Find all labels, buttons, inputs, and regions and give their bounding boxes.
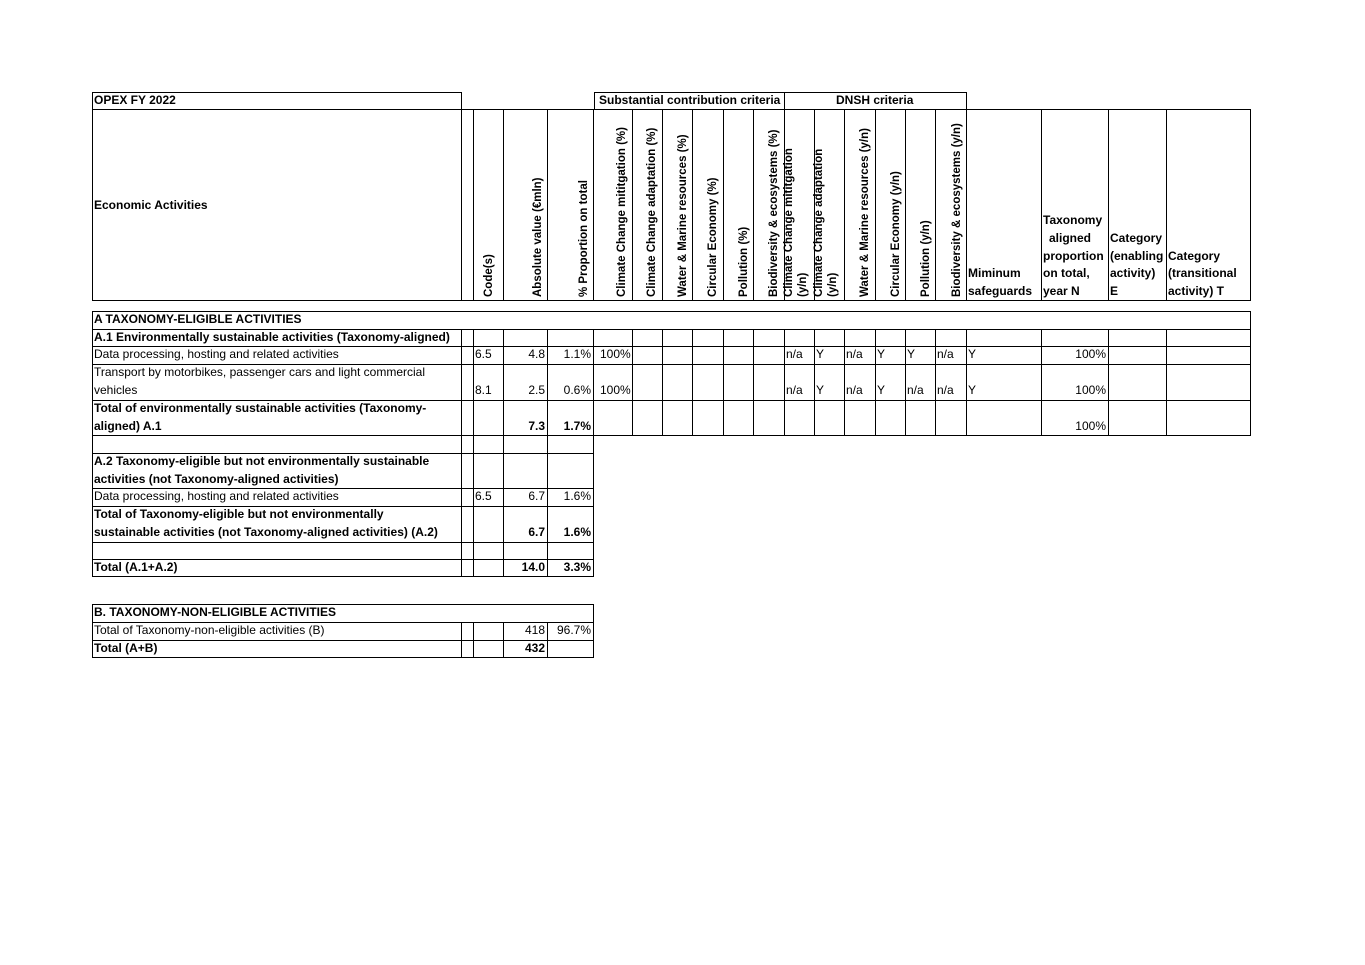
- dnsh-circular-header: Circular Economy (y/n): [890, 171, 902, 297]
- section-b-row-label: Total of Taxonomy-non-eligible activities (B): [94, 623, 325, 637]
- taxonomy-header-1: Taxonomy: [1043, 213, 1103, 227]
- taxonomy-header-5: year N: [1043, 284, 1080, 298]
- row-code: 6.5: [475, 489, 492, 503]
- row-dnsh-pollution: Y: [907, 347, 916, 361]
- row-dnsh-bio: n/a: [937, 383, 954, 397]
- row-dnsh-water: n/a: [846, 383, 863, 397]
- economic-activities-header: Economic Activities: [94, 198, 208, 212]
- a2-total-label-1: Total of Taxonomy-eligible but not environmentally: [94, 507, 384, 521]
- taxonomy-header-4: on total,: [1043, 266, 1090, 280]
- row-minimum: Y: [968, 347, 977, 361]
- a1-total-proportion: 1.7%: [563, 419, 591, 433]
- row-proportion: 1.1%: [563, 347, 591, 361]
- substantial-group-label: Substantial contribution criteria: [599, 93, 781, 107]
- row-code: 6.5: [475, 347, 492, 361]
- dnsh-group-label: DNSH criteria: [836, 93, 914, 107]
- a1-title: A.1 Environmentally sustainable activities (Taxonomy-aligned): [94, 330, 450, 344]
- section-b-row-value: 418: [524, 623, 545, 637]
- transitional-header-1: Category: [1168, 249, 1221, 263]
- a2-total-proportion: 1.6%: [563, 525, 591, 539]
- dnsh-ccm-header-1: Climate Change mititgation: [783, 148, 795, 297]
- transitional-header-2: (transitional: [1168, 266, 1237, 280]
- a2-total-label-2: sustainable activities (not Taxonomy-aligned activities) (A.2): [94, 525, 438, 539]
- a2-title-2: activities (not Taxonomy-aligned activities): [94, 472, 339, 486]
- sc-cca-header: Climate Change adaptation (%): [646, 127, 658, 297]
- total-ab-value: 432: [524, 641, 545, 655]
- row-sc-ccm: 100%: [600, 347, 631, 361]
- dnsh-water-header: Water & Marine resources (y/n): [859, 128, 871, 297]
- table-row-name-line-2: vehicles: [94, 383, 138, 397]
- table-row-name-line-1: Transport by motorbikes, passenger cars and light commercial: [94, 365, 426, 379]
- dnsh-bio-header: Biodiversity & ecosystems (y/n): [951, 123, 963, 297]
- taxonomy-header-3: proportion: [1043, 249, 1104, 263]
- row-dnsh-cca: Y: [816, 347, 825, 361]
- sc-ccm-header: Climate Change mititgation (%): [616, 127, 628, 297]
- code-header: Code(s): [483, 254, 495, 297]
- section-b-title: B. TAXONOMY-NON-ELIGIBLE ACTIVITIES: [94, 605, 337, 619]
- row-dnsh-pollution: n/a: [907, 383, 924, 397]
- proportion-header: % Proportion on total: [578, 180, 590, 297]
- dnsh-ccm-header-2: (y/n): [797, 272, 809, 297]
- table-row-name: Data processing, hosting and related activities: [94, 489, 339, 503]
- sc-circular-header: Circular Economy (%): [707, 177, 719, 297]
- row-minimum: Y: [968, 383, 977, 397]
- sc-bio-header: Biodiversity & ecosystems (%): [768, 129, 780, 297]
- absolute-value-header: Absolute value (€mln): [532, 177, 544, 297]
- a1-total-label-2: aligned) A.1: [94, 419, 162, 433]
- a1-total-taxonomy: 100%: [1075, 419, 1106, 433]
- enabling-header-3: activity): [1110, 266, 1156, 280]
- total-a-value: 14.0: [521, 560, 545, 574]
- a1-total-label-1: Total of environmentally sustainable activities (Taxonomy-: [94, 401, 427, 415]
- row-taxonomy: 100%: [1075, 347, 1106, 361]
- row-dnsh-water: n/a: [846, 347, 863, 361]
- row-value: 2.5: [528, 383, 545, 397]
- row-dnsh-bio: n/a: [937, 347, 954, 361]
- total-a-label: Total (A.1+A.2): [94, 560, 178, 574]
- row-dnsh-cca: Y: [816, 383, 825, 397]
- row-value: 4.8: [528, 347, 545, 361]
- row-taxonomy: 100%: [1075, 383, 1106, 397]
- a2-total-value: 6.7: [528, 525, 545, 539]
- section-b-row-proportion: 96.7%: [556, 623, 591, 637]
- table-row-name: Data processing, hosting and related activities: [94, 347, 339, 361]
- row-dnsh-ccm: n/a: [786, 347, 803, 361]
- a1-total-value: 7.3: [528, 419, 545, 433]
- dnsh-cca-header-2: (y/n): [827, 272, 839, 297]
- dnsh-cca-header-1: Climate Change adaptation: [813, 148, 825, 297]
- enabling-header-1: Category: [1110, 231, 1163, 245]
- table-title: OPEX FY 2022: [94, 93, 176, 107]
- enabling-header-4: E: [1110, 284, 1119, 298]
- minimum-safeguards-header-1: Miminum: [968, 266, 1021, 280]
- enabling-header-2: (enabling: [1110, 249, 1164, 263]
- row-proportion: 1.6%: [563, 489, 591, 503]
- row-code: 8.1: [475, 383, 492, 397]
- row-dnsh-circular: Y: [877, 347, 886, 361]
- row-proportion: 0.6%: [563, 383, 591, 397]
- row-dnsh-circular: Y: [877, 383, 886, 397]
- a2-title-1: A.2 Taxonomy-eligible but not environmentally sustainable: [94, 454, 430, 468]
- row-sc-ccm: 100%: [600, 383, 631, 397]
- taxonomy-header-2: aligned: [1049, 231, 1092, 245]
- total-ab-label: Total (A+B): [94, 641, 158, 655]
- total-a-proportion: 3.3%: [563, 560, 591, 574]
- row-value: 6.7: [528, 489, 545, 503]
- minimum-safeguards-header-2: safeguards: [968, 284, 1033, 298]
- section-a-title: A TAXONOMY-ELIGIBLE ACTIVITIES: [94, 312, 302, 326]
- sc-water-header: Water & Marine resources (%): [677, 134, 689, 297]
- sc-pollution-header: Pollution (%): [738, 226, 750, 297]
- transitional-header-3: activity) T: [1168, 284, 1225, 298]
- dnsh-pollution-header: Pollution (y/n): [920, 220, 932, 297]
- row-dnsh-ccm: n/a: [786, 383, 803, 397]
